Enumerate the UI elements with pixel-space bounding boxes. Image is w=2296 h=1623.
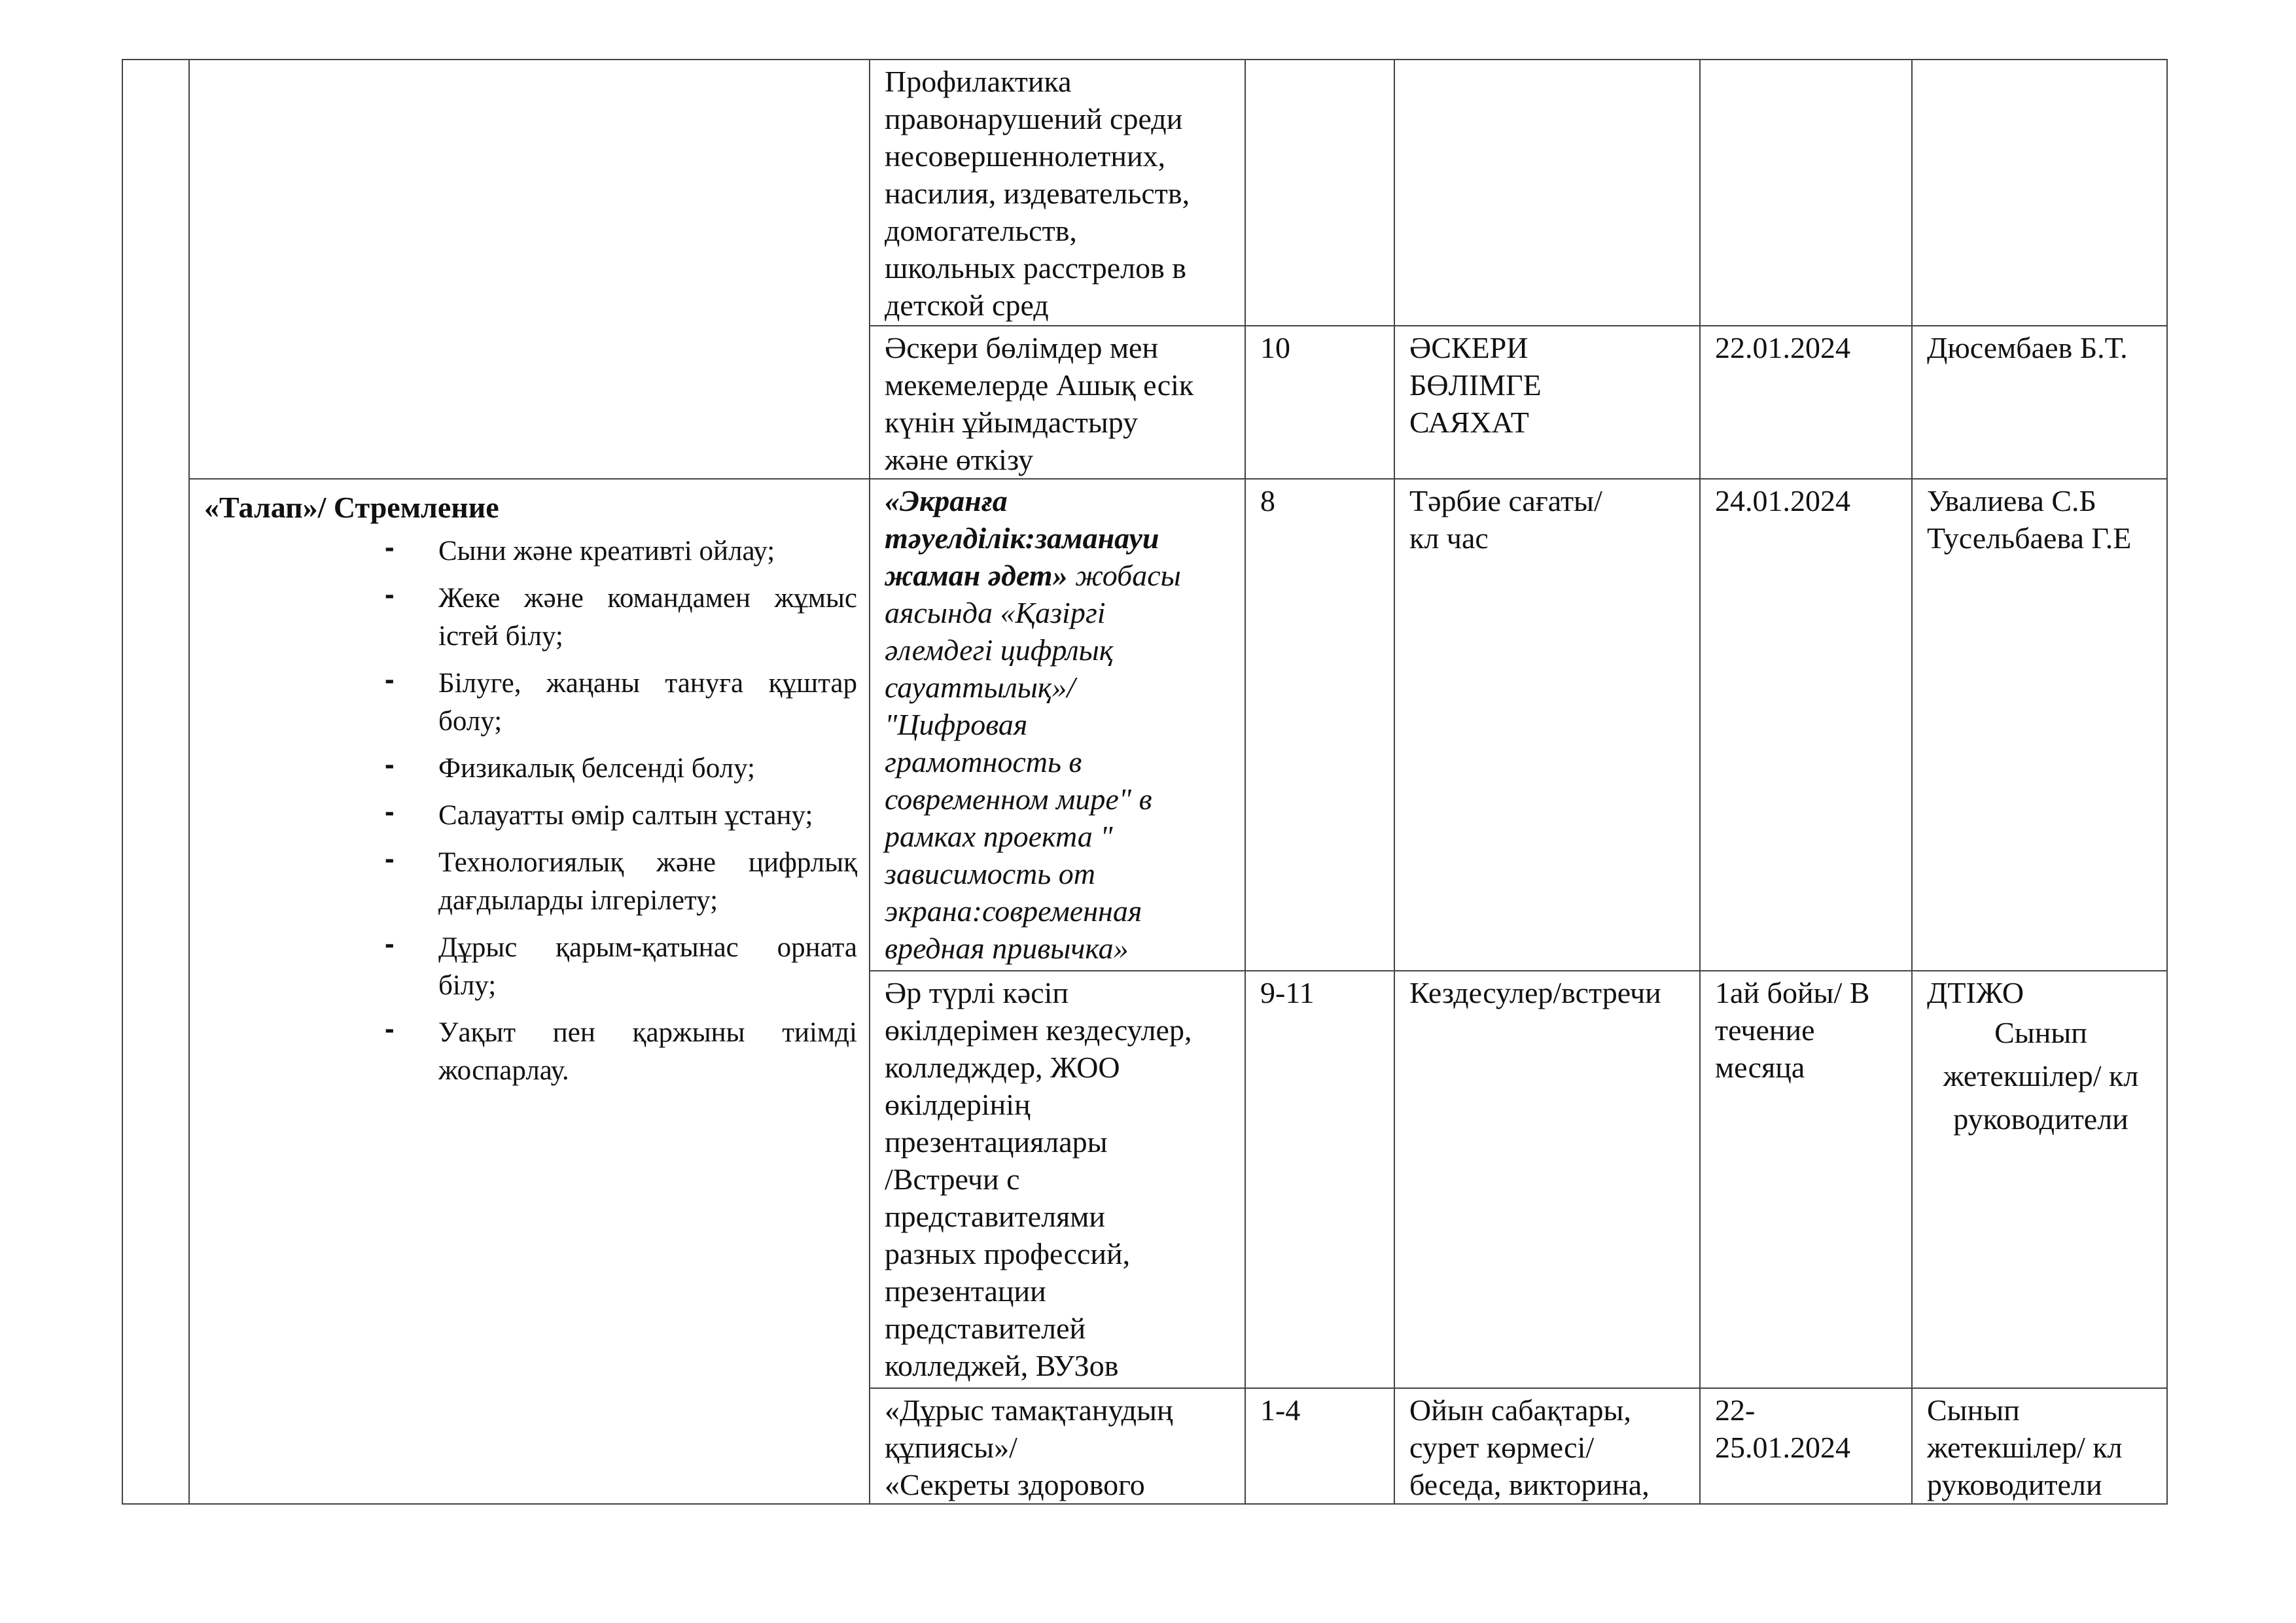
- class-cell: [1245, 1388, 1394, 1504]
- date-cell: [1700, 971, 1912, 1388]
- event-project-title: «Экранға тәуелділік:заманауи жаман әдет»: [885, 484, 1159, 592]
- event-text: Әр түрлі кәсіп өкілдерімен кездесулер, колледждер, ЖОО өкілдерінің презентациялары /Встречи с представителями разных профессий, презентации представителей колледжей, ВУЗов: [885, 976, 1192, 1382]
- class-cell: [1245, 60, 1394, 326]
- list-item: [204, 797, 857, 835]
- form-text: Тәрбие сағаты/ кл час: [1409, 484, 1602, 555]
- list-item: [204, 750, 857, 788]
- list-item: [204, 580, 857, 655]
- list-item: [204, 665, 857, 741]
- date-cell: [1700, 326, 1912, 479]
- goal-text: Жеке және командамен жұмыс істей білу;: [438, 583, 857, 652]
- dash-bullet: -: [385, 531, 395, 563]
- dash-bullet: -: [385, 748, 395, 780]
- dash-bullet: -: [385, 843, 395, 875]
- form-text: Кездесулер/встречи: [1409, 976, 1661, 1009]
- class-text: 1-4: [1260, 1393, 1301, 1427]
- date-cell: [1700, 479, 1912, 971]
- event-text: Профилактика правонарушений среди несовершеннолетних, насилия, издевательств, домогательств, школьных расстрелов в детской сред: [885, 65, 1190, 322]
- responsible-cell: [1912, 971, 2167, 1388]
- date-text: 22.01.2024: [1715, 331, 1850, 364]
- goal-text: Білуге, жаңаны тануға құштар болу;: [438, 668, 857, 737]
- table-row: [122, 479, 2167, 971]
- event-text: Әскери бөлімдер мен мекемелерде Ашық есік күнін ұйымдастыру және өткізу: [885, 331, 1194, 476]
- form-cell: [1394, 479, 1700, 971]
- list-item: [204, 929, 857, 1005]
- responsible-text: Увалиева С.Б Тусельбаева Г.Е: [1927, 484, 2132, 555]
- class-text: 8: [1260, 484, 1275, 517]
- responsible-text: ДТІЖО: [1927, 976, 2024, 1009]
- list-item: [204, 844, 857, 920]
- section-title: «Талап»/ Стремление: [204, 491, 499, 524]
- form-cell: [1394, 60, 1700, 326]
- date-text: 22- 25.01.2024: [1715, 1393, 1850, 1464]
- table-row: [122, 60, 2167, 326]
- event-cell: [870, 60, 1245, 326]
- event-cell: [870, 971, 1245, 1388]
- date-cell: [1700, 1388, 1912, 1504]
- goal-text: Салауатты өмір салтын ұстану;: [438, 800, 813, 831]
- goal-text: Дұрыс қарым-қатынас орната білу;: [438, 932, 857, 1001]
- dash-bullet: -: [385, 578, 395, 610]
- section-cell: [189, 479, 870, 1504]
- class-cell: [1245, 971, 1394, 1388]
- responsible-text: Дюсембаев Б.Т.: [1927, 331, 2128, 364]
- dash-bullet: -: [385, 928, 395, 960]
- section-cell-empty: [189, 60, 870, 479]
- dash-bullet: -: [385, 663, 395, 695]
- number-column-cell: [122, 60, 189, 1504]
- goal-text: Сыни және креативті ойлау;: [438, 536, 775, 567]
- form-text: Ойын сабақтары, сурет көрмесі/ беседа, викторина,: [1409, 1393, 1650, 1501]
- responsible-text: Сынып жетекшілер/ кл руководители: [1927, 1393, 2123, 1501]
- class-cell: [1245, 326, 1394, 479]
- date-cell: [1700, 60, 1912, 326]
- responsible-cell: [1912, 479, 2167, 971]
- form-cell: [1394, 1388, 1700, 1504]
- date-text: 24.01.2024: [1715, 484, 1850, 517]
- event-cell: [870, 1388, 1245, 1504]
- class-text: 9-11: [1260, 976, 1315, 1009]
- responsible-cell: [1912, 60, 2167, 326]
- form-text: ӘСКЕРИ БӨЛІМГЕ САЯХАТ: [1409, 331, 1542, 439]
- event-cell: [870, 479, 1245, 971]
- responsible-cell: [1912, 326, 2167, 479]
- goal-text: Технологиялық және цифрлық дағдыларды ілгерілету;: [438, 847, 857, 916]
- goal-text: Уақыт пен қаржыны тиімді жоспарлау.: [438, 1017, 857, 1086]
- dash-bullet: -: [385, 795, 395, 828]
- event-text: «Дұрыс тамақтанудың құпиясы»/ «Секреты здорового: [885, 1393, 1173, 1501]
- goals-list: [204, 532, 857, 1090]
- event-text: жобасы аясында «Қазіргі әлемдегі цифрлық сауаттылық»/ "Цифровая грамотность в современном мире" в рамках проекта " зависимость от экрана:современная вредная привычка»: [885, 559, 1181, 965]
- form-cell: [1394, 326, 1700, 479]
- list-item: [204, 532, 857, 570]
- class-cell: [1245, 479, 1394, 971]
- responsible-cell: [1912, 1388, 2167, 1504]
- dash-bullet: -: [385, 1013, 395, 1045]
- date-text: 1ай бойы/ В течение месяца: [1715, 976, 1870, 1084]
- list-item: [204, 1014, 857, 1090]
- form-cell: [1394, 971, 1700, 1388]
- event-cell: [870, 326, 1245, 479]
- plan-table: [122, 59, 2168, 1505]
- goal-text: Физикалық белсенді болу;: [438, 753, 755, 784]
- responsible-text: Сынып жетекшілер/ кл руководители: [1943, 1016, 2139, 1136]
- class-text: 10: [1260, 331, 1290, 364]
